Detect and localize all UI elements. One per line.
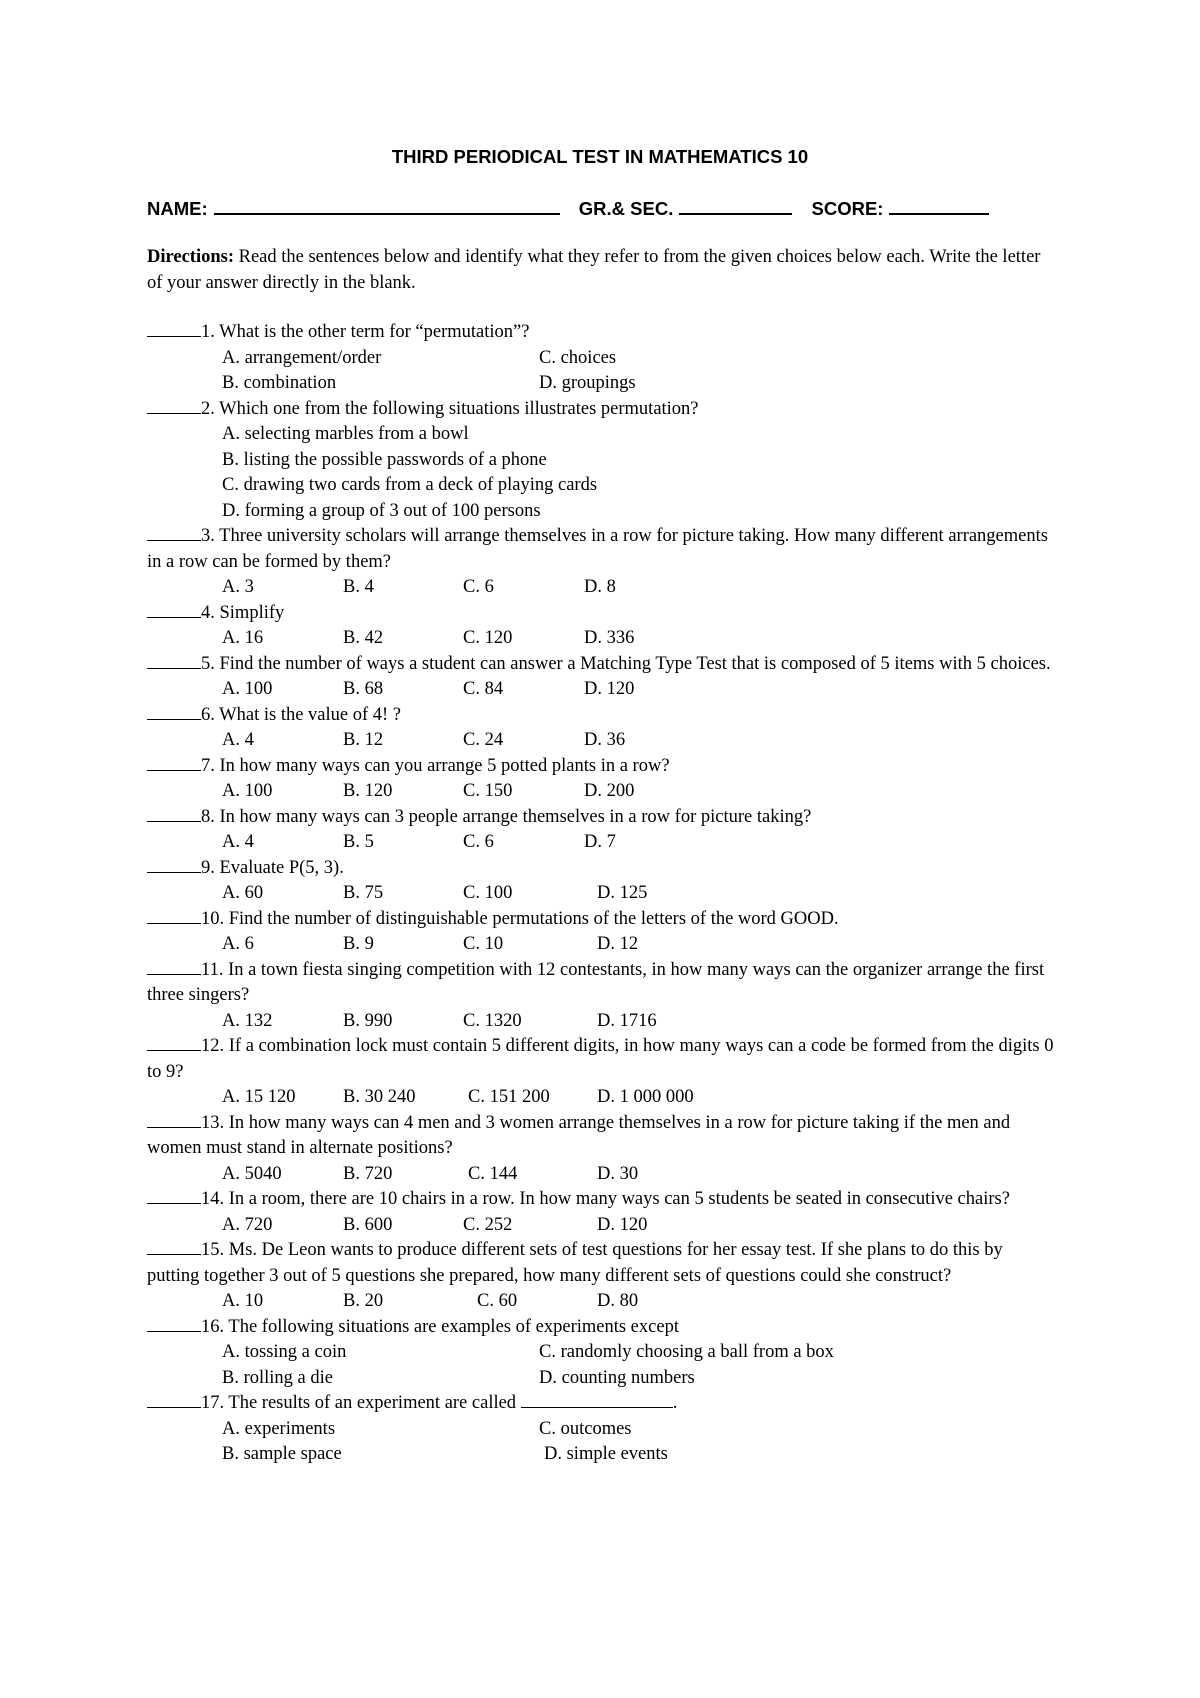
answer-blank[interactable]: [147, 1393, 201, 1408]
choice-c: C. drawing two cards from a deck of playing cards: [222, 475, 598, 495]
question-8: [147, 805, 1057, 831]
choices: [147, 346, 1057, 397]
choice-b: B. sample space: [222, 1444, 342, 1464]
question-text: 13. In how many ways can 4 men and 3 women arrange themselves in a row for picture taking if the men and women must stand in alternate positions?: [147, 1112, 1011, 1158]
answer-blank[interactable]: [147, 705, 201, 720]
question-10: [147, 907, 1057, 933]
directions-label: Directions:: [147, 247, 234, 267]
choice-b: B. 990: [343, 1010, 393, 1031]
choice-c: C. 120: [463, 628, 513, 648]
choice-c: C. 6: [463, 832, 494, 852]
choice-c: C. 24: [463, 730, 504, 750]
choice-b: B. 68: [343, 679, 384, 699]
choice-c: C. choices: [539, 347, 617, 368]
choice-c: C. 252: [463, 1214, 513, 1235]
question-text: 10. Find the number of distinguishable permutations of the letters of the word GOOD.: [201, 908, 839, 929]
answer-blank[interactable]: [147, 603, 201, 618]
question-text: 12. If a combination lock must contain 5 different digits, in how many ways can a code be formed from the digits 0 to 9?: [147, 1036, 1054, 1082]
question-text: 9. Evaluate P(5, 3).: [201, 857, 344, 878]
test-title: THIRD PERIODICAL TEST IN MATHEMATICS 10: [391, 146, 809, 167]
question-text: 1. What is the other term for “permutation”?: [201, 322, 530, 342]
choice-a: A. 16: [222, 628, 264, 648]
question-1: [147, 320, 1057, 346]
choice-a: A. 3: [222, 577, 254, 597]
choice-d: D. 1 000 000: [597, 1087, 694, 1107]
choice-b: B. 30 240: [343, 1087, 416, 1107]
choice-a: A. 100: [222, 679, 273, 699]
choices: [147, 881, 1057, 907]
choices: [147, 575, 1057, 601]
score-blank[interactable]: [889, 197, 989, 215]
answer-blank[interactable]: [147, 909, 201, 924]
choice-c: C. 84: [463, 679, 504, 699]
choice-c: C. 10: [463, 934, 504, 954]
choices: [147, 1340, 1057, 1391]
question-list: [147, 320, 1057, 1468]
answer-blank[interactable]: [147, 399, 201, 414]
choice-a: A. 10: [222, 1291, 264, 1311]
choice-a: A. 60: [222, 883, 264, 903]
choice-a: A. 720: [222, 1214, 273, 1235]
question-text: 17. The results of an experiment are called: [201, 1393, 517, 1413]
choices: [147, 677, 1057, 703]
grade-section-blank[interactable]: [679, 197, 792, 215]
question-text: 4. Simplify: [201, 602, 285, 623]
choice-d: D. 200: [584, 781, 635, 801]
choice-d: D. 1716: [597, 1010, 657, 1031]
choice-a: A. 4: [222, 832, 254, 852]
question-text: 15. Ms. De Leon wants to produce different sets of test questions for her essay test. If she plans to do this by putting together 3 out of 5 questions she prepared, how many different sets of questions could she construct?: [147, 1240, 1003, 1286]
choice-c: C. outcomes: [539, 1418, 632, 1439]
question-text: 8. In how many ways can 3 people arrange themselves in a row for picture taking?: [201, 806, 812, 827]
choices: [147, 728, 1057, 754]
answer-blank[interactable]: [147, 1036, 201, 1051]
choice-d: D. 120: [584, 679, 635, 699]
choice-d: D. 30: [597, 1163, 639, 1184]
choice-b: B. 4: [343, 577, 374, 597]
score-label: SCORE:: [811, 198, 884, 219]
choice-b: B. 20: [343, 1291, 384, 1311]
choice-d: D. 125: [597, 883, 648, 903]
choice-b: B. combination: [222, 373, 337, 393]
choice-a: A. experiments: [222, 1418, 336, 1439]
question-text: 5. Find the number of ways a student can answer a Matching Type Test that is composed of 5 items with 5 choices.: [201, 653, 1051, 674]
question-text: 2. Which one from the following situations illustrates permutation?: [201, 398, 699, 419]
choice-d: D. simple events: [544, 1444, 668, 1464]
choice-c: C. 151 200: [468, 1087, 550, 1107]
choices: [147, 1289, 1057, 1315]
question-4: [147, 601, 1057, 627]
choice-a: A. arrangement/order: [222, 347, 382, 368]
answer-blank[interactable]: [147, 858, 201, 873]
directions-text: Read the sentences below and identify what they refer to from the given choices below each. Write the letter of your answer directly in the blank.: [147, 247, 1041, 293]
choice-c: C. randomly choosing a ball from a box: [539, 1342, 834, 1362]
question-14: [147, 1187, 1057, 1213]
choices: [147, 830, 1057, 856]
choice-a: A. tossing a coin: [222, 1342, 347, 1362]
question-5: [147, 652, 1057, 678]
answer-blank[interactable]: [147, 1113, 201, 1128]
choices: [147, 932, 1057, 958]
answer-blank[interactable]: [147, 807, 201, 822]
fill-in-blank[interactable]: [521, 1393, 673, 1408]
answer-blank[interactable]: [147, 756, 201, 771]
choice-d: D. 80: [597, 1291, 639, 1311]
question-16: [147, 1315, 1057, 1341]
question-2: [147, 397, 1057, 423]
choice-c: C. 1320: [463, 1010, 522, 1031]
choice-b: B. 120: [343, 781, 393, 801]
question-3: [147, 524, 1057, 575]
choice-d: D. 8: [584, 577, 616, 597]
answer-blank[interactable]: [147, 1240, 201, 1255]
choices: [147, 1009, 1057, 1035]
question-7: [147, 754, 1057, 780]
choice-b: B. listing the possible passwords of a phone: [222, 449, 547, 470]
choices: [147, 1085, 1057, 1111]
name-label: NAME:: [147, 198, 208, 219]
grade-section-label: GR.& SEC.: [578, 198, 674, 219]
question-text: 7. In how many ways can you arrange 5 potted plants in a row?: [201, 755, 670, 776]
choice-b: B. rolling a die: [222, 1367, 333, 1388]
question-15: [147, 1238, 1057, 1289]
choices: [147, 626, 1057, 652]
choice-b: B. 12: [343, 730, 384, 750]
answer-blank[interactable]: [147, 322, 201, 337]
choice-a: A. 100: [222, 781, 273, 801]
answer-blank[interactable]: [147, 1189, 201, 1204]
choice-a: A. 15 120: [222, 1087, 296, 1107]
choice-d: D. counting numbers: [539, 1367, 695, 1388]
choice-a: A. 132: [222, 1010, 273, 1031]
question-text: 6. What is the value of 4! ?: [201, 704, 402, 725]
student-info-row: [147, 197, 1003, 220]
question-13: [147, 1111, 1057, 1162]
directions: [147, 245, 1052, 296]
choice-c: C. 100: [463, 883, 513, 903]
choice-c: C. 144: [468, 1163, 518, 1184]
choice-d: D. 336: [584, 628, 635, 648]
choice-a: A. 6: [222, 934, 254, 954]
choice-d: D. 12: [597, 934, 639, 954]
choices: [147, 1162, 1057, 1188]
choice-b: B. 42: [343, 628, 384, 648]
question-6: [147, 703, 1057, 729]
choice-c: C. 150: [463, 781, 513, 801]
answer-blank[interactable]: [147, 1317, 201, 1332]
question-17: [147, 1391, 1057, 1417]
choice-b: B. 720: [343, 1163, 393, 1184]
choices: [147, 1417, 1057, 1468]
choice-b: B. 9: [343, 934, 374, 954]
question-text-end: .: [672, 1393, 678, 1413]
choices: [147, 779, 1057, 805]
choice-d: D. groupings: [539, 373, 636, 393]
question-11: [147, 958, 1057, 1009]
choice-c: C. 6: [463, 577, 494, 597]
choice-d: D. forming a group of 3 out of 100 persons: [222, 500, 541, 521]
choice-a: A. 5040: [222, 1163, 282, 1184]
choice-d: D. 120: [597, 1214, 648, 1235]
choice-d: D. 36: [584, 730, 626, 750]
choice-c: C. 60: [477, 1291, 518, 1311]
question-text: 11. In a town fiesta singing competition with 12 contestants, in how many ways can the organizer arrange the first three singers?: [147, 959, 1045, 1005]
question-text: 3. Three university scholars will arrange themselves in a row for picture taking. How many different arrangements in a row can be formed by them?: [147, 526, 1048, 572]
choice-a: A. 4: [222, 730, 254, 750]
answer-blank[interactable]: [147, 960, 201, 975]
answer-blank[interactable]: [147, 654, 201, 669]
question-text: 16. The following situations are examples of experiments except: [201, 1316, 679, 1337]
choice-b: B. 75: [343, 883, 384, 903]
question-12: [147, 1034, 1057, 1085]
choice-a: A. selecting marbles from a bowl: [222, 424, 469, 444]
choice-b: B. 5: [343, 832, 374, 852]
choice-d: D. 7: [584, 832, 616, 852]
choices: [147, 1213, 1057, 1239]
answer-blank[interactable]: [147, 526, 201, 541]
question-9: [147, 856, 1057, 882]
question-text: 14. In a room, there are 10 chairs in a row. In how many ways can 5 students be seated in consecutive chairs?: [201, 1189, 1010, 1209]
choice-b: B. 600: [343, 1214, 393, 1235]
name-blank[interactable]: [214, 197, 560, 215]
choices: [147, 422, 1057, 524]
